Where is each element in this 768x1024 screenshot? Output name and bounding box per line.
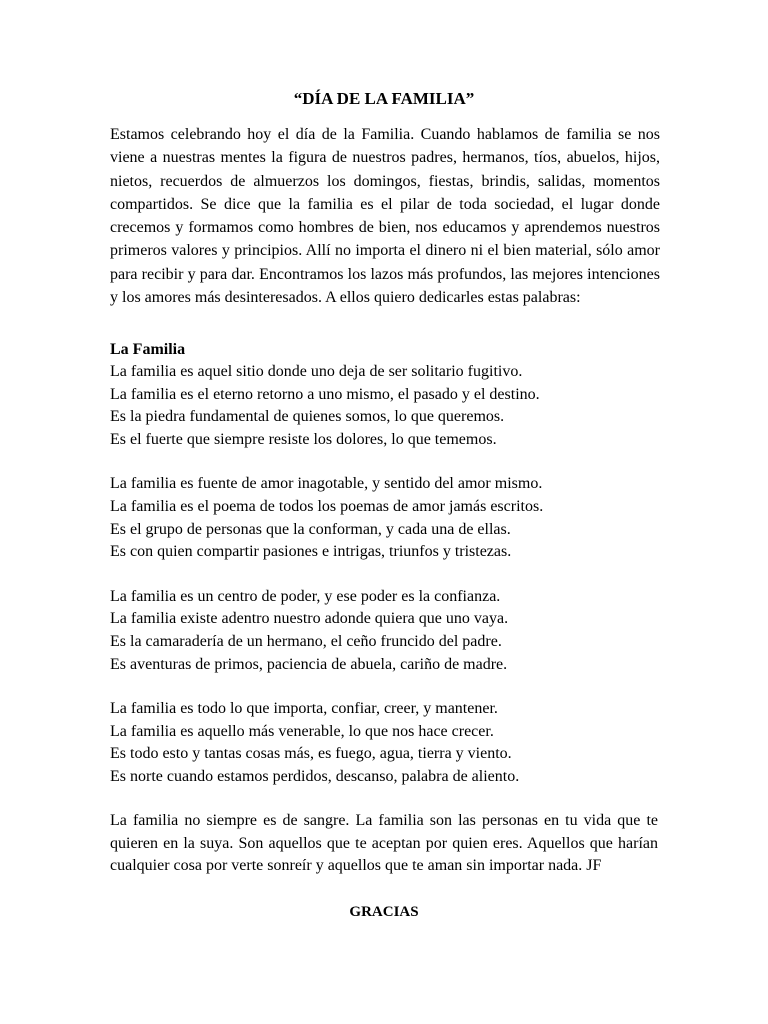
poem-title: La Familia bbox=[110, 341, 186, 358]
poem-line: Es la camaradería de un hermano, el ceño fruncido del padre. bbox=[110, 632, 502, 650]
intro-paragraph: Estamos celebrando hoy el día de la Familia. Cuando hablamos de familia se nos viene a nuestras mentes la figura de nuestros padres, hermanos, tíos, abuelos, hijos, nietos, recuerdos de almuerzos los domingos, fiestas, brindis, salidas, momentos compartidos. Se dice que la familia es el pilar de toda sociedad, el lugar donde crecemos y formamos como hombres de bien, nos educamos y aprendemos nuestros primeros valores y principios. Allí no importa el dinero ni el bien material, sólo amor para recibir y para dar. Encontramos los lazos más profundos, las mejores intenciones y los amores más desinteresados. A ellos quiero dedicarles estas palabras: bbox=[110, 126, 660, 307]
poem-line: La familia existe adentro nuestro adonde quiera que uno vaya. bbox=[110, 610, 509, 628]
poem-line: Es el fuerte que siempre resiste los dolores, lo que tememos. bbox=[110, 430, 497, 448]
closing-paragraph: La familia no siempre es de sangre. La familia son las personas en tu vida que te quieren en la suya. Son aquellos que te aceptan por quien eres. Aquellos que harían cualquier cosa por verte sonreír y aquellos que te aman sin importar nada. JF bbox=[110, 812, 658, 875]
poem-line: La familia es un centro de poder, y ese poder es la confianza. bbox=[110, 587, 501, 605]
poem-stanza bbox=[110, 586, 660, 676]
poem-line: Es aventuras de primos, paciencia de abuela, cariño de madre. bbox=[110, 655, 508, 673]
poem-line: Es todo esto y tantas cosas más, es fuego, agua, tierra y viento. bbox=[110, 745, 512, 763]
poem-line: Es con quien compartir pasiones e intrigas, triunfos y tristezas. bbox=[110, 543, 512, 561]
poem-line: Es el grupo de personas que la conforman, y cada una de ellas. bbox=[110, 520, 511, 538]
poem-line: La familia es aquello más venerable, lo que nos hace crecer. bbox=[110, 722, 494, 740]
document-title: “DÍA DE LA FAMILIA” bbox=[293, 89, 475, 108]
poem-line: La familia es el eterno retorno a uno mismo, el pasado y el destino. bbox=[110, 385, 540, 403]
poem-line: La familia es el poema de todos los poemas de amor jamás escritos. bbox=[110, 497, 544, 515]
poem-line: La familia es fuente de amor inagotable, y sentido del amor mismo. bbox=[110, 475, 543, 493]
poem-line: La familia es aquel sitio donde uno deja de ser solitario fugitivo. bbox=[110, 363, 523, 380]
poem-line: La familia es todo lo que importa, confiar, creer, y mantener. bbox=[110, 700, 498, 718]
thanks-heading: GRACIAS bbox=[349, 904, 419, 920]
poem-stanza bbox=[110, 698, 660, 788]
poem-stanza bbox=[110, 473, 660, 563]
poem-stanza bbox=[110, 361, 660, 451]
poem bbox=[110, 339, 660, 811]
poem-line: Es la piedra fundamental de quienes somos, lo que queremos. bbox=[110, 408, 505, 426]
poem-line: Es norte cuando estamos perdidos, descanso, palabra de aliento. bbox=[110, 767, 520, 785]
